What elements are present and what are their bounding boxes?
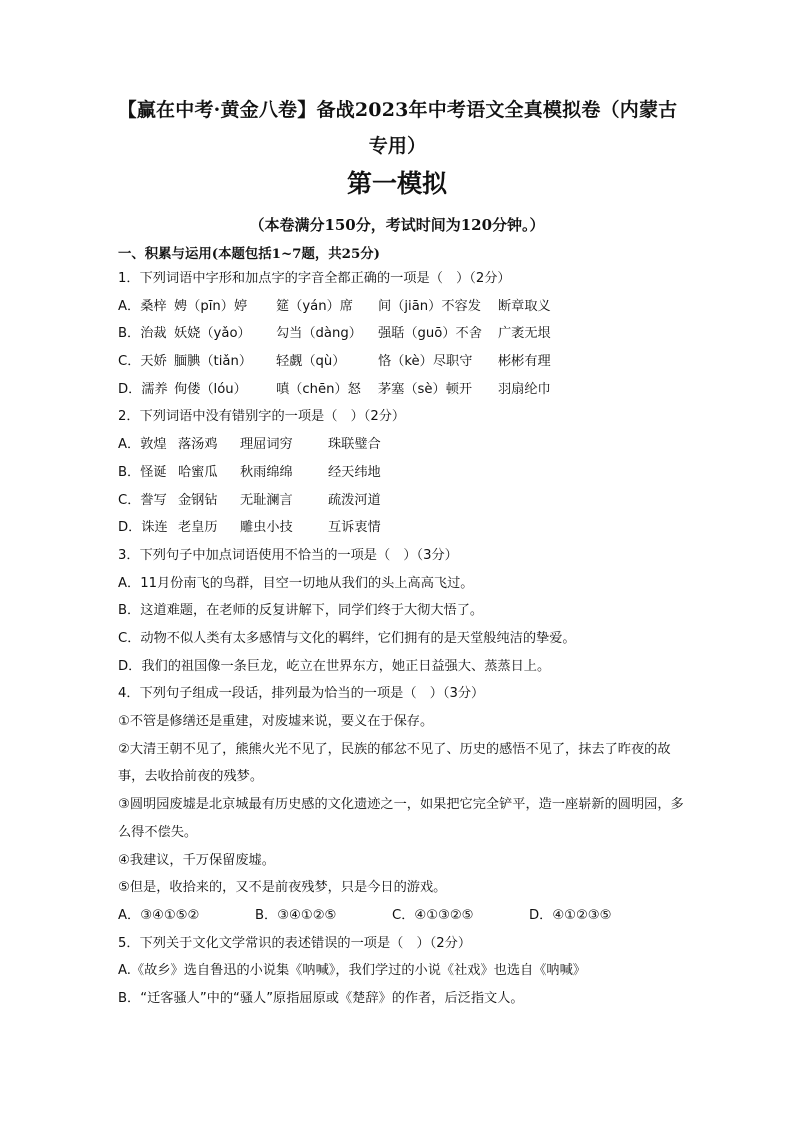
option-cell: 嗔（chēn）怒: [276, 381, 361, 397]
option-cell: 轻觑（qù）: [276, 354, 346, 370]
question-4-sentence-5: ⑤但是，收拾来的，又不是前夜残梦，只是今日的游戏。: [118, 880, 447, 896]
question-3-option-a: A．11月份南飞的鸟群，目空一切地从我们的头上高高飞过。: [118, 575, 474, 591]
option-cell: 哈蜜瓜: [178, 464, 218, 480]
option-cell: 秋雨绵绵: [240, 464, 293, 480]
option-cell: C．④①③②⑤: [392, 907, 474, 923]
question-1-option-d: [118, 376, 688, 404]
option-cell: 无耻澜言: [240, 492, 293, 508]
option-cell: 勾当（dàng）: [276, 326, 362, 342]
question-3-option-d: D．我们的祖国像一条巨龙，屹立在世界东方，她正日益强大、蒸蒸日上。: [118, 658, 551, 674]
question-3-option-b: B．这道难题，在老师的反复讲解下，同学们终于大彻大悟了。: [118, 603, 484, 619]
question-2-option-b: [118, 459, 688, 487]
exam-content: [118, 243, 688, 1013]
option-cell: A．敦煌: [118, 437, 167, 453]
question-4-sentence-2: ②大清王朝不见了，熊熊火光不见了，民族的郁忿不见了、历史的感悟不见了，抹去了昨夜的故事，去收拾前夜的残梦。: [118, 741, 671, 785]
question-4-sentence-4: ④我建议，千万保留废墟。: [118, 852, 275, 868]
option-cell: C．天娇: [118, 354, 167, 370]
option-cell: D．诛连: [118, 520, 168, 536]
question-2-option-a: [118, 431, 688, 459]
option-cell: 珠联璧合: [328, 437, 381, 453]
option-cell: A．桑梓: [118, 298, 167, 314]
question-2-option-c: [118, 487, 688, 515]
option-cell: B．③④①②⑤: [255, 907, 337, 923]
option-cell: B．怪诞: [118, 464, 167, 480]
option-cell: 娉（pīn）婷: [174, 298, 248, 314]
question-2-stem: 2．下列词语中没有错别字的一项是（ ）（2分）: [118, 409, 406, 425]
option-cell: C．誊写: [118, 492, 167, 508]
question-1-option-c: [118, 348, 688, 376]
option-cell: 茅塞（sè）顿开: [378, 381, 473, 397]
question-2-option-d: [118, 514, 688, 542]
question-1-stem: 1．下列词语中字形和加点字的字音全都正确的一项是（ ）（2分）: [118, 271, 511, 286]
option-cell: 疏泼河道: [328, 492, 381, 508]
section-heading: 一、积累与运用(本题包括1~7题，共25分): [118, 246, 381, 262]
option-cell: 断章取义: [498, 298, 551, 314]
option-cell: A．③④①⑤②: [118, 907, 200, 923]
option-cell: 雕虫小技: [240, 520, 293, 536]
question-3-stem: 3．下列句子中加点词语使用不恰当的一项是（ ）（3分）: [118, 547, 458, 563]
exam-title: 【赢在中考·黄金八卷】备战2023年中考语文全真模拟卷（内蒙古专用）: [117, 99, 678, 157]
question-3-option-c: C．动物不似人类有太多感情与文化的羁绊，它们拥有的是天堂般纯洁的挚爱。: [118, 630, 576, 646]
question-4-options: [118, 902, 688, 930]
option-cell: 恪（kè）尽职守: [378, 354, 473, 370]
exam-note: （本卷满分150分，考试时间为120分钟。）: [249, 216, 545, 234]
question-1-option-a: [118, 293, 688, 321]
option-cell: D．濡养: [118, 381, 168, 397]
option-cell: 羽扇纶巾: [498, 381, 551, 397]
option-cell: 老皇历: [178, 520, 218, 536]
question-4-sentence-3: ③圆明园废墟是北京城最有历史感的文化遗迹之一，如果把它完全铲平，造一座崭新的圆明园，多么得不偿失。: [118, 797, 684, 840]
option-cell: 金钢钻: [178, 492, 218, 508]
option-cell: 佝偻（lóu）: [174, 381, 247, 397]
option-cell: B．治裁: [118, 326, 167, 342]
option-cell: D．④①②③⑤: [529, 907, 612, 923]
option-cell: 互诉衷情: [328, 520, 381, 536]
question-5-option-b: B．“迁客骚人”中的“骚人”原指屈原或《楚辞》的作者，后泛指文人。: [118, 990, 524, 1006]
option-cell: 经天纬地: [328, 464, 381, 480]
question-1-option-b: [118, 320, 688, 348]
option-cell: 广袤无垠: [498, 326, 551, 342]
option-cell: 间（jiān）不容发: [378, 298, 481, 314]
option-cell: 腼腆（tiǎn）: [174, 354, 253, 370]
option-cell: 筵（yán）席: [276, 298, 353, 314]
option-cell: 强聒（guō）不舍: [378, 326, 482, 342]
option-cell: 落汤鸡: [178, 437, 218, 453]
exam-subtitle: 第一模拟: [346, 169, 447, 198]
option-cell: 彬彬有理: [498, 354, 551, 370]
question-4-stem: 4．下列句子组成一段话，排列最为恰当的一项是（ ）（3分）: [118, 686, 485, 702]
question-5-option-a: A.《故乡》选自鲁迅的小说集《呐喊》，我们学过的小说《社戏》也选自《呐喊》: [118, 963, 586, 979]
option-cell: 理屈词穷: [240, 437, 293, 453]
question-5-stem: 5．下列关于文化文学常识的表述错误的一项是（ ）（2分）: [118, 935, 472, 951]
option-cell: 妖娆（yǎo）: [174, 326, 251, 342]
question-4-sentence-1: ①不管是修缮还是重建，对废墟来说，要义在于保存。: [118, 714, 434, 729]
